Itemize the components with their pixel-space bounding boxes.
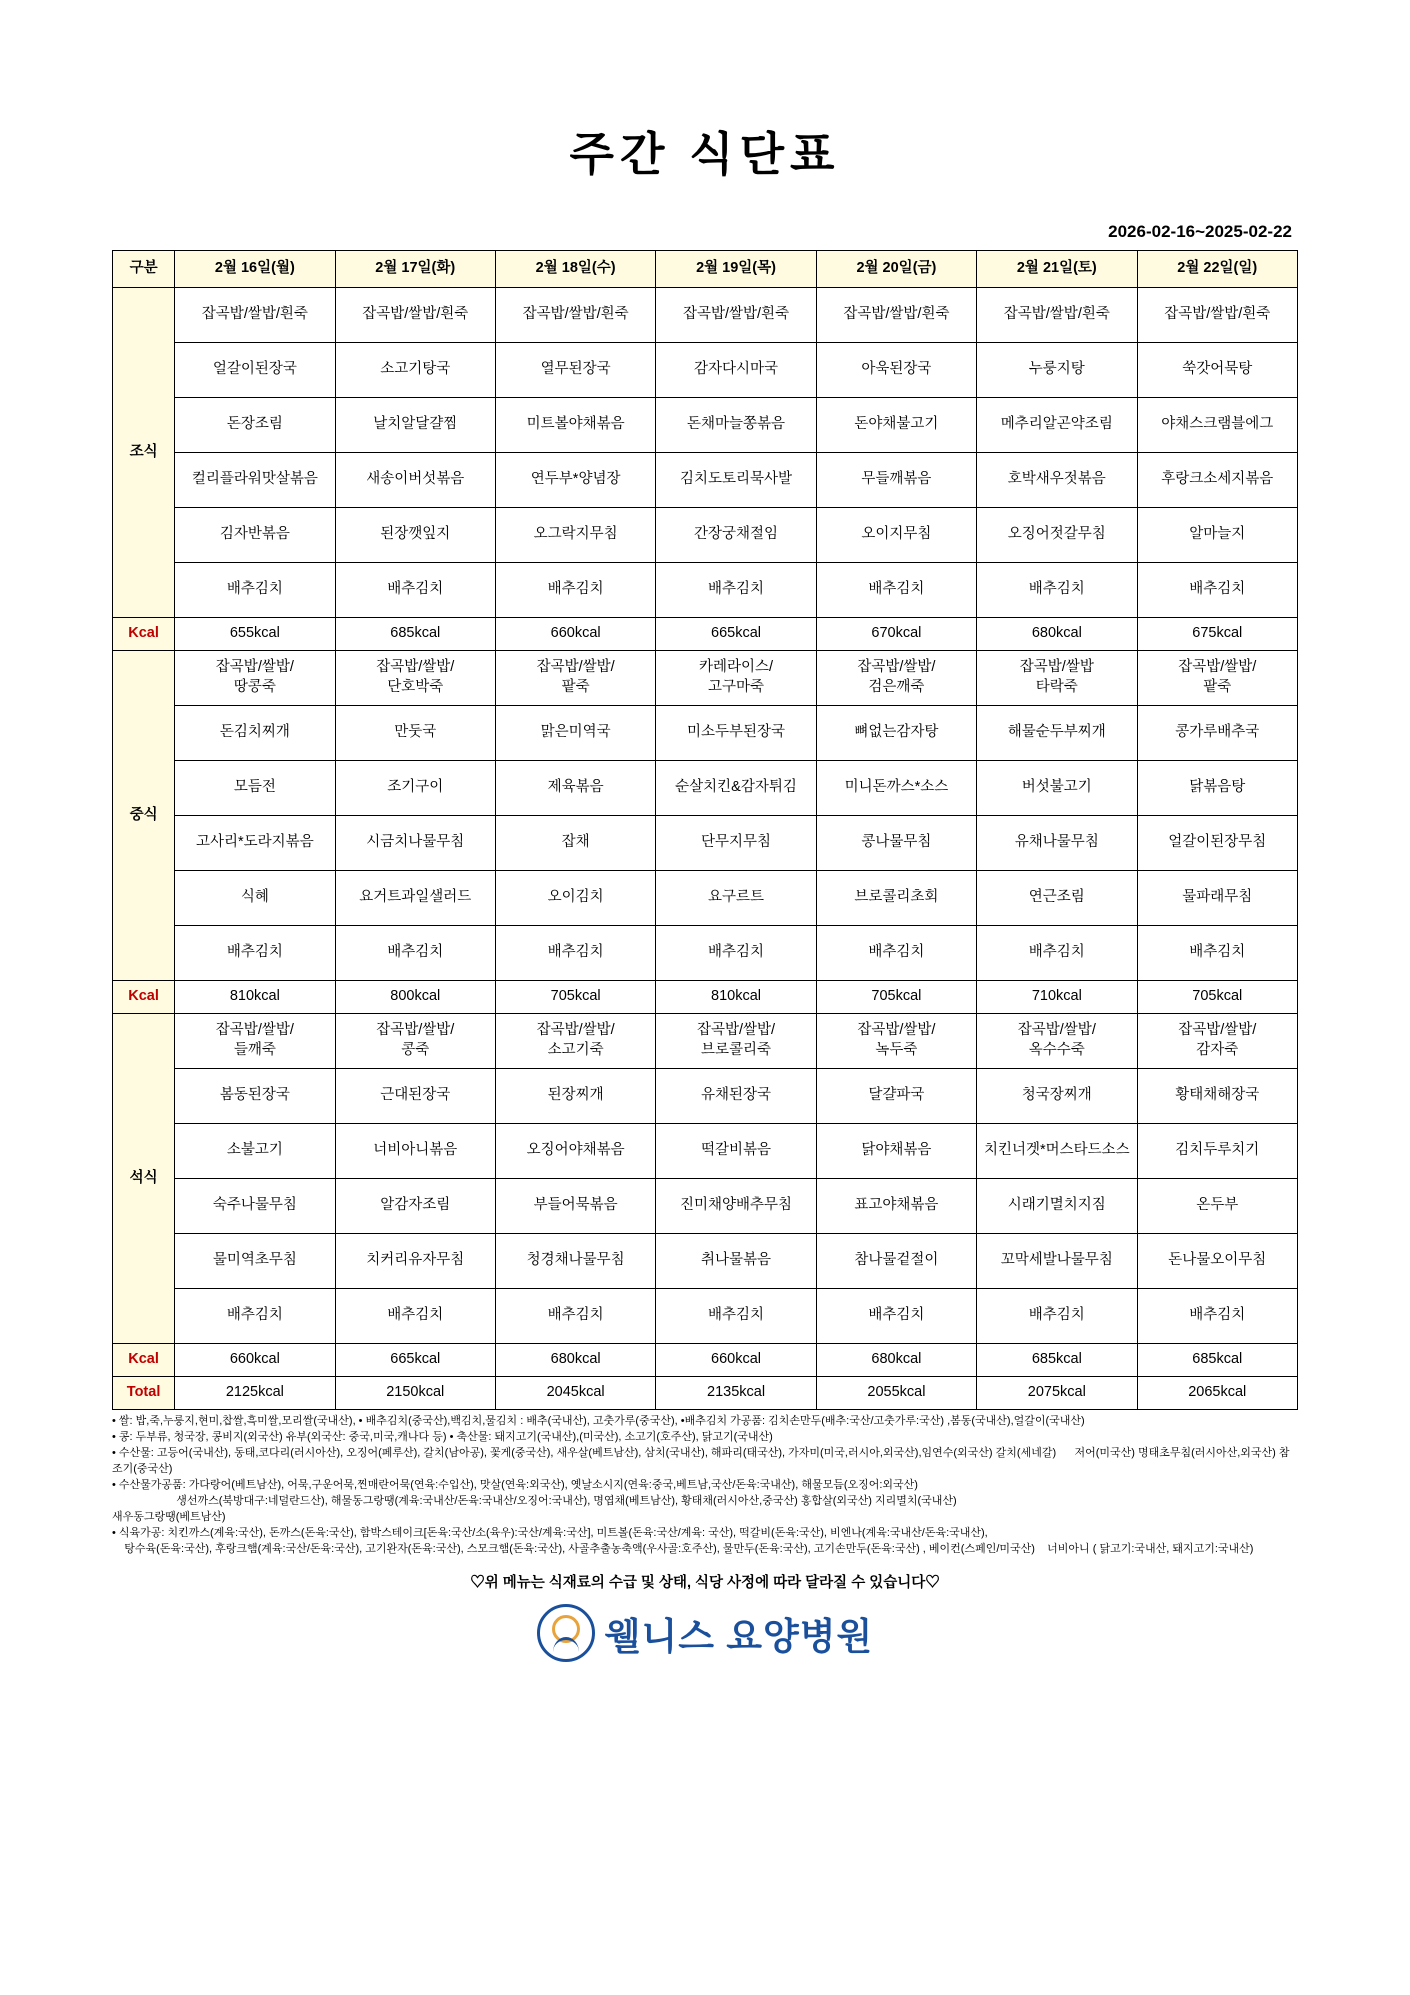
menu-cell: 배추김치 bbox=[1137, 1289, 1298, 1344]
kcal-value: 810kcal bbox=[175, 981, 335, 1014]
menu-cell: 청국장찌개 bbox=[977, 1069, 1137, 1124]
menu-cell: 잡곡밥/쌀밥/ 팥죽 bbox=[495, 651, 655, 706]
menu-cell: 감자다시마국 bbox=[656, 343, 816, 398]
menu-cell: 잡채 bbox=[495, 816, 655, 871]
menu-cell: 컬리플라워맛살볶음 bbox=[175, 453, 335, 508]
menu-cell: 배추김치 bbox=[335, 926, 495, 981]
menu-cell: 오그락지무침 bbox=[495, 508, 655, 563]
menu-cell: 돈채마늘쫑볶음 bbox=[656, 398, 816, 453]
menu-cell: 김치두루치기 bbox=[1137, 1124, 1298, 1179]
menu-cell: 유채된장국 bbox=[656, 1069, 816, 1124]
footnote-line: • 수산물가공품: 가다랑어(베트남산), 어묵,구운어묵,찐매란어묵(연육:수입산), 맛살(연육:외국산), 옛날소시지(연육:중국,베트남,국산/돈육:국내산), 해물모듬(오징어:외국산) bbox=[112, 1478, 918, 1491]
footnotes bbox=[112, 1410, 1298, 1557]
header-day-6: 2월 22일(일) bbox=[1137, 251, 1298, 288]
kcal-value: 655kcal bbox=[175, 618, 335, 651]
menu-cell: 미니돈까스*소스 bbox=[816, 761, 976, 816]
kcal-value: 685kcal bbox=[1137, 1344, 1298, 1377]
menu-cell: 진미채양배추무침 bbox=[656, 1179, 816, 1234]
kcal-row bbox=[113, 1344, 1298, 1377]
table-row bbox=[113, 651, 1298, 706]
menu-cell: 모듬전 bbox=[175, 761, 335, 816]
menu-cell: 알마늘지 bbox=[1137, 508, 1298, 563]
menu-cell: 숙주나물무침 bbox=[175, 1179, 335, 1234]
menu-cell: 배추김치 bbox=[1137, 926, 1298, 981]
menu-cell: 알감자조림 bbox=[335, 1179, 495, 1234]
menu-cell: 잡곡밥/쌀밥/ 콩죽 bbox=[335, 1014, 495, 1069]
footnote-line: • 쌀: 밥,죽,누룽지,현미,찹쌀,흑미쌀,모리쌀(국내산), • 배추김치(중국산),백김치,물김치 : 배추(국내산), 고춧가루(중국산), •배추김치 가공품: 김치손만두(배추:국산/고춧가루:국산) ,봄동(국내산),얼갈이(국내산) bbox=[112, 1415, 1085, 1427]
table-row bbox=[113, 1124, 1298, 1179]
menu-cell: 잡곡밥/쌀밥/흰죽 bbox=[175, 288, 335, 343]
menu-cell: 참나물겉절이 bbox=[816, 1234, 976, 1289]
footnote-line: 탕수육(돈육:국산), 후랑크햄(계육:국산/돈육:국산), 고기완자(돈육:국산), 스모크햄(돈육:국산), 사골추출농축액(우사골:호주산), 물만두(돈육:국산), 고기손만두(돈육:국산) , 베이컨(스페인/미국산) 너비아니 ( 닭고기:국내산, 돼지고기:국내산) bbox=[112, 1542, 1254, 1555]
kcal-value: 800kcal bbox=[335, 981, 495, 1014]
table-row bbox=[113, 1289, 1298, 1344]
menu-cell: 배추김치 bbox=[816, 926, 976, 981]
menu-cell: 돈야채불고기 bbox=[816, 398, 976, 453]
menu-cell: 배추김치 bbox=[977, 926, 1137, 981]
menu-cell: 물미역초무침 bbox=[175, 1234, 335, 1289]
table-row bbox=[113, 1179, 1298, 1234]
menu-cell: 열무된장국 bbox=[495, 343, 655, 398]
menu-cell: 간장궁채절임 bbox=[656, 508, 816, 563]
menu-cell: 요구르트 bbox=[656, 871, 816, 926]
menu-cell: 너비아니볶음 bbox=[335, 1124, 495, 1179]
table-row bbox=[113, 343, 1298, 398]
kcal-value: 665kcal bbox=[335, 1344, 495, 1377]
menu-cell: 버섯불고기 bbox=[977, 761, 1137, 816]
menu-cell: 오이지무침 bbox=[816, 508, 976, 563]
menu-cell: 누룽지탕 bbox=[977, 343, 1137, 398]
menu-cell: 쑥갓어묵탕 bbox=[1137, 343, 1298, 398]
menu-cell: 돈나물오이무침 bbox=[1137, 1234, 1298, 1289]
kcal-value: 670kcal bbox=[816, 618, 976, 651]
header-label: 구분 bbox=[113, 251, 175, 288]
header-day-1: 2월 17일(화) bbox=[335, 251, 495, 288]
menu-cell: 만둣국 bbox=[335, 706, 495, 761]
menu-cell: 잡곡밥/쌀밥/ 땅콩죽 bbox=[175, 651, 335, 706]
menu-cell: 소불고기 bbox=[175, 1124, 335, 1179]
footnote-line: 새우동그랑땡(베트남산) bbox=[112, 1510, 226, 1523]
kcal-value: 675kcal bbox=[1137, 618, 1298, 651]
total-value: 2055kcal bbox=[816, 1377, 976, 1410]
kcal-value: 705kcal bbox=[816, 981, 976, 1014]
table-row bbox=[113, 398, 1298, 453]
menu-cell: 잡곡밥/쌀밥/ 검은깨죽 bbox=[816, 651, 976, 706]
footnote-line: 생선까스(북방대구:네덜란드산), 해물동그랑땡(계육:국내산/돈육:국내산/오징어:국내산), 명엽채(베트남산), 황태채(러시아산,중국산) 홍합살(외국산) 지리멸치(국내산) bbox=[112, 1494, 957, 1507]
table-row bbox=[113, 563, 1298, 618]
menu-cell: 배추김치 bbox=[816, 1289, 976, 1344]
menu-cell: 취나물볶음 bbox=[656, 1234, 816, 1289]
menu-cell: 배추김치 bbox=[335, 1289, 495, 1344]
menu-cell: 치커리유자무침 bbox=[335, 1234, 495, 1289]
menu-cell: 잡곡밥/쌀밥/ 들깨죽 bbox=[175, 1014, 335, 1069]
date-range: 2026-02-16~2025-02-22 bbox=[1108, 222, 1292, 241]
menu-cell: 미트볼야채볶음 bbox=[495, 398, 655, 453]
table-row bbox=[113, 816, 1298, 871]
kcal-value: 685kcal bbox=[335, 618, 495, 651]
menu-cell: 후랑크소세지볶음 bbox=[1137, 453, 1298, 508]
menu-cell: 잡곡밥/쌀밥/흰죽 bbox=[495, 288, 655, 343]
table-row bbox=[113, 706, 1298, 761]
menu-cell: 맑은미역국 bbox=[495, 706, 655, 761]
menu-cell: 부들어묵볶음 bbox=[495, 1179, 655, 1234]
menu-cell: 잡곡밥/쌀밥/흰죽 bbox=[1137, 288, 1298, 343]
total-value: 2125kcal bbox=[175, 1377, 335, 1410]
table-header-row bbox=[113, 251, 1298, 288]
menu-cell: 배추김치 bbox=[175, 563, 335, 618]
menu-cell: 오이김치 bbox=[495, 871, 655, 926]
table-row bbox=[113, 1014, 1298, 1069]
table-row bbox=[113, 1069, 1298, 1124]
menu-cell: 오징어야채볶음 bbox=[495, 1124, 655, 1179]
meal-label-1: 중식 bbox=[113, 651, 175, 981]
menu-cell: 된장찌개 bbox=[495, 1069, 655, 1124]
menu-cell: 무들깨볶음 bbox=[816, 453, 976, 508]
menu-cell: 배추김치 bbox=[175, 926, 335, 981]
meal-label-0: 조식 bbox=[113, 288, 175, 618]
footnote-line: • 콩: 두부류, 청국장, 콩비지(외국산) 유부(외국산: 중국,미국,캐나다 등) • 축산물: 돼지고기(국내산),(미국산), 소고기(호주산), 닭고기(국내산) bbox=[112, 1430, 773, 1443]
table-row bbox=[113, 926, 1298, 981]
menu-cell: 뼈없는감자탕 bbox=[816, 706, 976, 761]
kcal-value: 660kcal bbox=[175, 1344, 335, 1377]
menu-cell: 배추김치 bbox=[656, 563, 816, 618]
menu-cell: 청경채나물무침 bbox=[495, 1234, 655, 1289]
menu-cell: 잡곡밥/쌀밥/ 팥죽 bbox=[1137, 651, 1298, 706]
menu-cell: 잡곡밥/쌀밥/ 브로콜리죽 bbox=[656, 1014, 816, 1069]
menu-cell: 얼갈이된장국 bbox=[175, 343, 335, 398]
menu-cell: 달걀파국 bbox=[816, 1069, 976, 1124]
menu-cell: 잡곡밥/쌀밥/흰죽 bbox=[977, 288, 1137, 343]
menu-cell: 꼬막세발나물무침 bbox=[977, 1234, 1137, 1289]
kcal-value: 660kcal bbox=[656, 1344, 816, 1377]
menu-cell: 떡갈비볶음 bbox=[656, 1124, 816, 1179]
menu-cell: 치킨너겟*머스타드소스 bbox=[977, 1124, 1137, 1179]
menu-cell: 배추김치 bbox=[656, 1289, 816, 1344]
menu-cell: 닭야채볶음 bbox=[816, 1124, 976, 1179]
kcal-value: 685kcal bbox=[977, 1344, 1137, 1377]
menu-cell: 배추김치 bbox=[495, 926, 655, 981]
table-row bbox=[113, 288, 1298, 343]
menu-cell: 배추김치 bbox=[495, 1289, 655, 1344]
menu-cell: 야채스크램블에그 bbox=[1137, 398, 1298, 453]
menu-cell: 잡곡밥/쌀밥/ 감자죽 bbox=[1137, 1014, 1298, 1069]
menu-cell: 배추김치 bbox=[175, 1289, 335, 1344]
total-value: 2065kcal bbox=[1137, 1377, 1298, 1410]
kcal-value: 680kcal bbox=[977, 618, 1137, 651]
table-row bbox=[113, 508, 1298, 563]
menu-cell: 연두부*양념장 bbox=[495, 453, 655, 508]
menu-cell: 잡곡밥/쌀밥/ 소고기죽 bbox=[495, 1014, 655, 1069]
total-value: 2150kcal bbox=[335, 1377, 495, 1410]
header-day-2: 2월 18일(수) bbox=[495, 251, 655, 288]
menu-cell: 브로콜리초회 bbox=[816, 871, 976, 926]
table-row bbox=[113, 1234, 1298, 1289]
menu-cell: 얼갈이된장무침 bbox=[1137, 816, 1298, 871]
menu-cell: 잡곡밥/쌀밥/ 녹두죽 bbox=[816, 1014, 976, 1069]
kcal-label-0: Kcal bbox=[113, 618, 175, 651]
footnote-line: • 식육가공: 치킨까스(계육:국산), 돈까스(돈육:국산), 함박스테이크[돈육:국산/소(육우):국산/계육:국산], 미트볼(돈육:국산/계육: 국산), 떡갈비(돈육:국산), 비엔나(계육:국내산/돈육:국내산), bbox=[112, 1526, 988, 1539]
kcal-value: 660kcal bbox=[495, 618, 655, 651]
menu-cell: 된장깻잎지 bbox=[335, 508, 495, 563]
menu-cell: 호박새우젓볶음 bbox=[977, 453, 1137, 508]
table-row bbox=[113, 761, 1298, 816]
menu-cell: 단무지무침 bbox=[656, 816, 816, 871]
header-day-3: 2월 19일(목) bbox=[656, 251, 816, 288]
menu-cell: 시금치나물무침 bbox=[335, 816, 495, 871]
menu-cell: 잡곡밥/쌀밥/흰죽 bbox=[656, 288, 816, 343]
menu-cell: 식혜 bbox=[175, 871, 335, 926]
table-row bbox=[113, 871, 1298, 926]
hospital-logo bbox=[112, 1592, 1298, 1662]
kcal-row bbox=[113, 618, 1298, 651]
menu-cell: 배추김치 bbox=[656, 926, 816, 981]
menu-cell: 요거트과일샐러드 bbox=[335, 871, 495, 926]
menu-cell: 잡곡밥/쌀밥/ 옥수수죽 bbox=[977, 1014, 1137, 1069]
menu-cell: 메추리알곤약조림 bbox=[977, 398, 1137, 453]
total-label: Total bbox=[113, 1377, 175, 1410]
kcal-value: 665kcal bbox=[656, 618, 816, 651]
menu-cell: 배추김치 bbox=[335, 563, 495, 618]
menu-cell: 김치도토리묵사발 bbox=[656, 453, 816, 508]
notice-text: ♡위 메뉴는 식재료의 수급 및 상태, 식당 사정에 따라 달라질 수 있습니다♡ bbox=[470, 1575, 940, 1592]
menu-cell: 잡곡밥/쌀밥/ 단호박죽 bbox=[335, 651, 495, 706]
menu-cell: 조기구이 bbox=[335, 761, 495, 816]
kcal-label-2: Kcal bbox=[113, 1344, 175, 1377]
menu-cell: 시래기멸치지짐 bbox=[977, 1179, 1137, 1234]
page-title: 주간 식단표 bbox=[569, 128, 841, 180]
header-day-5: 2월 21일(토) bbox=[977, 251, 1137, 288]
menu-cell: 배추김치 bbox=[495, 563, 655, 618]
weekly-menu-table bbox=[112, 250, 1298, 1410]
kcal-value: 680kcal bbox=[816, 1344, 976, 1377]
menu-cell: 잡곡밥/쌀밥 타락죽 bbox=[977, 651, 1137, 706]
meal-label-2: 석식 bbox=[113, 1014, 175, 1344]
kcal-value: 680kcal bbox=[495, 1344, 655, 1377]
menu-cell: 온두부 bbox=[1137, 1179, 1298, 1234]
menu-cell: 물파래무침 bbox=[1137, 871, 1298, 926]
menu-cell: 잡곡밥/쌀밥/흰죽 bbox=[335, 288, 495, 343]
menu-cell: 제육볶음 bbox=[495, 761, 655, 816]
menu-cell: 근대된장국 bbox=[335, 1069, 495, 1124]
menu-cell: 배추김치 bbox=[816, 563, 976, 618]
menu-cell: 배추김치 bbox=[977, 1289, 1137, 1344]
menu-cell: 유채나물무침 bbox=[977, 816, 1137, 871]
menu-cell: 돈장조림 bbox=[175, 398, 335, 453]
menu-cell: 콩나물무침 bbox=[816, 816, 976, 871]
menu-cell: 소고기탕국 bbox=[335, 343, 495, 398]
menu-cell: 표고야채볶음 bbox=[816, 1179, 976, 1234]
kcal-row bbox=[113, 981, 1298, 1014]
table-row bbox=[113, 453, 1298, 508]
footnote-line: • 수산물: 고등어(국내산), 동태,코다리(러시아산), 오징어(페루산), 갈치(남아공), 꽃게(중국산), 새우살(베트남산), 삼치(국내산), 해파리(태국산), 가자미(미국,러시아,외국산),임연수(외국산) 갈치(세네갈) 저어(미국산) 명태초무침(러시아산,외국산) 참조기(중국산) bbox=[112, 1446, 1290, 1475]
menu-cell: 해물순두부찌개 bbox=[977, 706, 1137, 761]
total-value: 2135kcal bbox=[656, 1377, 816, 1410]
menu-cell: 봄동된장국 bbox=[175, 1069, 335, 1124]
kcal-value: 705kcal bbox=[1137, 981, 1298, 1014]
menu-cell: 황태채해장국 bbox=[1137, 1069, 1298, 1124]
menu-cell: 닭볶음탕 bbox=[1137, 761, 1298, 816]
total-row bbox=[113, 1377, 1298, 1410]
menu-cell: 오징어젓갈무침 bbox=[977, 508, 1137, 563]
menu-cell: 배추김치 bbox=[977, 563, 1137, 618]
menu-cell: 미소두부된장국 bbox=[656, 706, 816, 761]
total-value: 2045kcal bbox=[495, 1377, 655, 1410]
menu-cell: 잡곡밥/쌀밥/흰죽 bbox=[816, 288, 976, 343]
menu-cell: 연근조림 bbox=[977, 871, 1137, 926]
kcal-value: 705kcal bbox=[495, 981, 655, 1014]
wellness-logo-icon bbox=[537, 1604, 595, 1662]
menu-cell: 배추김치 bbox=[1137, 563, 1298, 618]
menu-cell: 카레라이스/ 고구마죽 bbox=[656, 651, 816, 706]
kcal-value: 710kcal bbox=[977, 981, 1137, 1014]
menu-cell: 순살치킨&감자튀김 bbox=[656, 761, 816, 816]
menu-cell: 고사리*도라지볶음 bbox=[175, 816, 335, 871]
menu-cell: 콩가루배추국 bbox=[1137, 706, 1298, 761]
kcal-value: 810kcal bbox=[656, 981, 816, 1014]
menu-cell: 새송이버섯볶음 bbox=[335, 453, 495, 508]
header-day-4: 2월 20일(금) bbox=[816, 251, 976, 288]
menu-cell: 돈김치찌개 bbox=[175, 706, 335, 761]
header-day-0: 2월 16일(월) bbox=[175, 251, 335, 288]
menu-cell: 아욱된장국 bbox=[816, 343, 976, 398]
hospital-name: 웰니스 요양병원 bbox=[604, 1616, 874, 1658]
total-value: 2075kcal bbox=[977, 1377, 1137, 1410]
menu-cell: 김자반볶음 bbox=[175, 508, 335, 563]
menu-cell: 날치알달걀찜 bbox=[335, 398, 495, 453]
kcal-label-1: Kcal bbox=[113, 981, 175, 1014]
